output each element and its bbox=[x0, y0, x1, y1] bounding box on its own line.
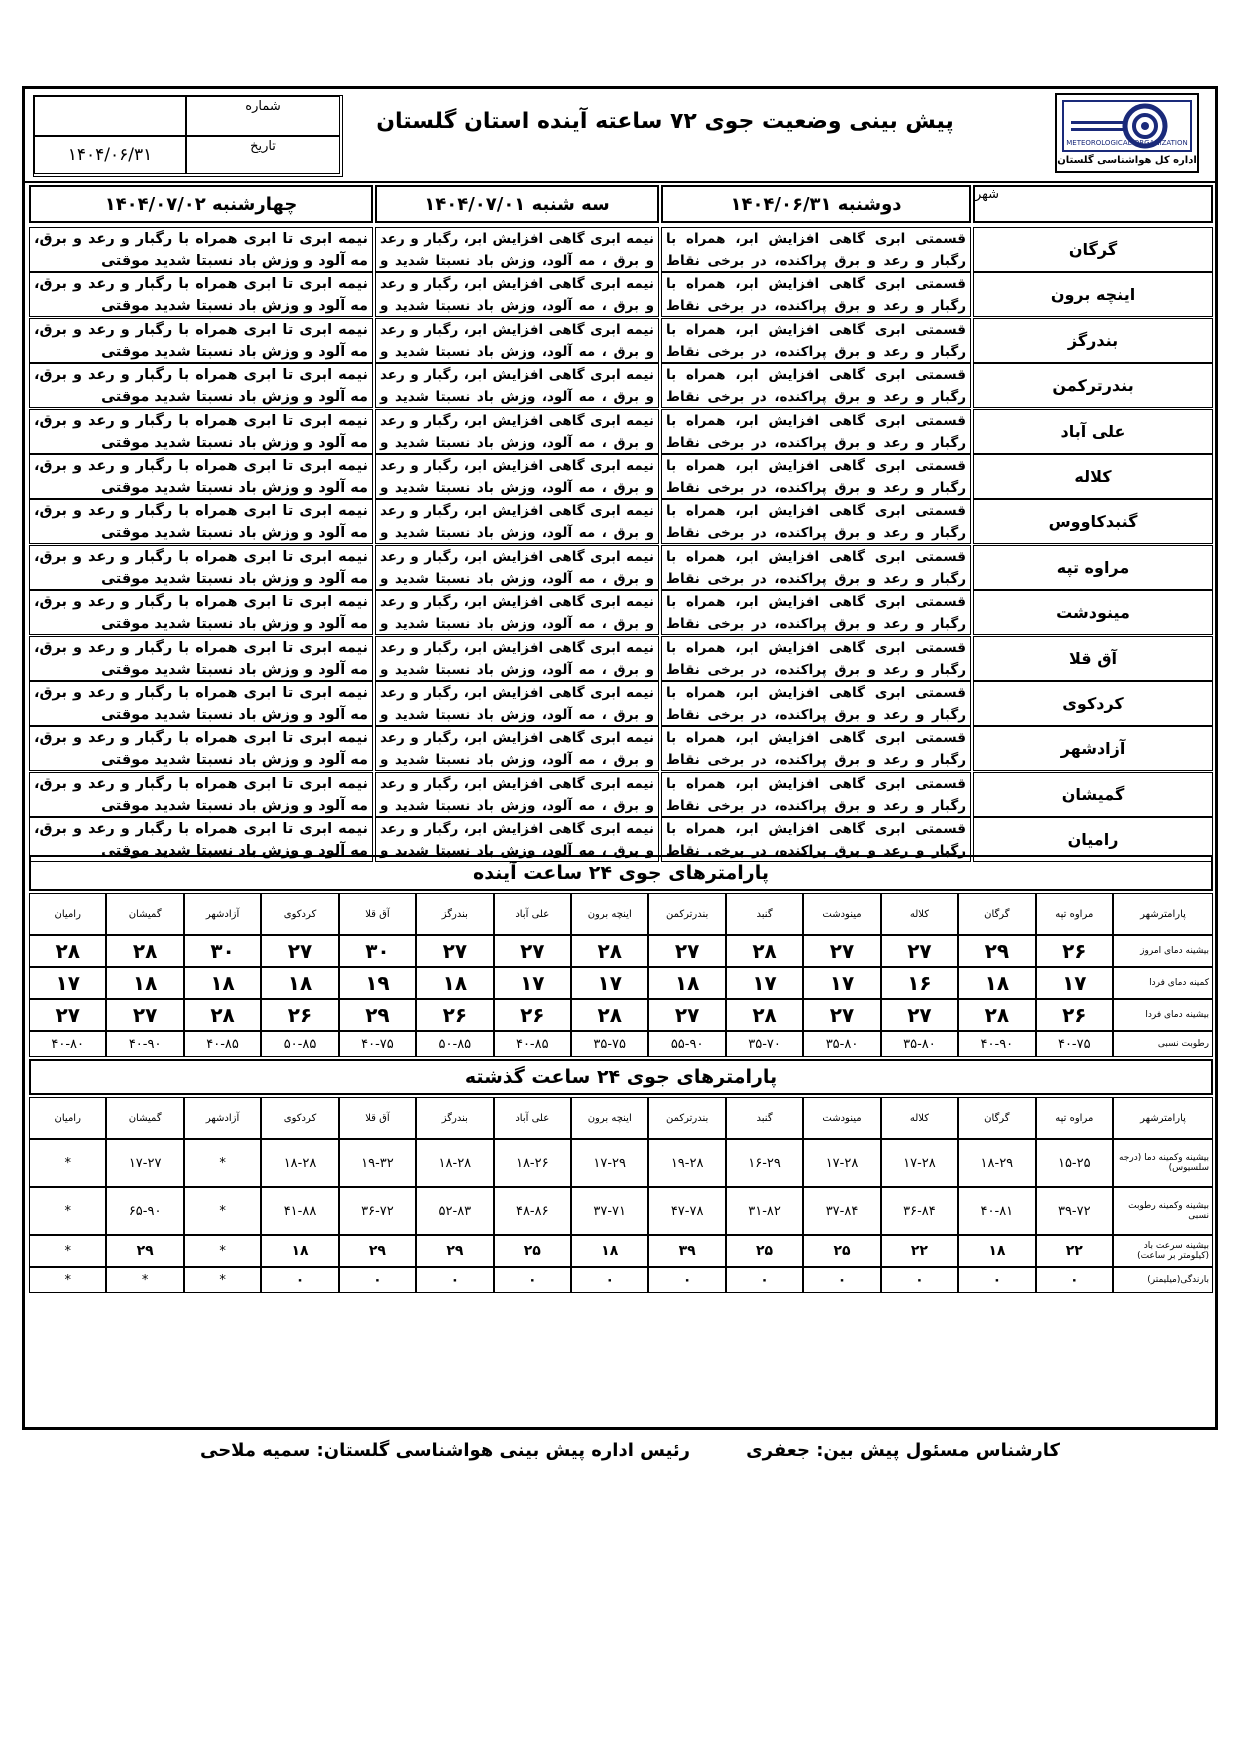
params-value: ۱۷-۲۷ bbox=[106, 1139, 183, 1187]
forecast-text: نیمه ابری گاهی افزایش ابر، رگبار و رعد و برق ، مه آلود، وزش باد نسبتا شدید و bbox=[375, 772, 659, 817]
params-value: * bbox=[184, 1139, 261, 1187]
params-city-header: علی آباد bbox=[494, 893, 571, 935]
params-value: ۱۷ bbox=[1036, 967, 1113, 999]
params-city-header: آق قلا bbox=[339, 1097, 416, 1139]
forecaster-signature: کارشناس مسئول پیش بین: جعفری bbox=[746, 1440, 1060, 1461]
params-value: ۱۸ bbox=[958, 1235, 1035, 1267]
params-city-header: آق قلا bbox=[339, 893, 416, 935]
params-title: پارامترهای جوی ۲۴ ساعت آینده bbox=[29, 855, 1213, 891]
params-value: ۱۶-۲۹ bbox=[726, 1139, 803, 1187]
params-value: ۲۶ bbox=[1036, 935, 1113, 967]
forecast-row bbox=[29, 545, 1213, 590]
params-value: ۰ bbox=[881, 1267, 958, 1293]
date-label: تاریخ bbox=[186, 136, 340, 174]
forecast-text: قسمتی ابری گاهی افزایش ابر، همراه با رگبار و رعد و برق پراکنده، در برخی نقاط bbox=[661, 363, 971, 408]
params-value: ۲۷ bbox=[648, 999, 725, 1031]
organization-logo bbox=[1055, 93, 1199, 173]
forecast-text: قسمتی ابری گاهی افزایش ابر، همراه با رگبار و رعد و برق پراکنده، در برخی نقاط bbox=[661, 227, 971, 272]
params-value: ۳۰ bbox=[339, 935, 416, 967]
city-name: گمیشان bbox=[973, 772, 1213, 817]
params-value: ۱۸-۲۸ bbox=[261, 1139, 338, 1187]
city-name: گنبدکاووس bbox=[973, 499, 1213, 544]
params-value: ۲۵ bbox=[726, 1235, 803, 1267]
params-value: ۴۰-۸۰ bbox=[29, 1031, 106, 1057]
city-name: مراوه تپه bbox=[973, 545, 1213, 590]
city-name: کلاله bbox=[973, 454, 1213, 499]
forecast-text: قسمتی ابری گاهی افزایش ابر، همراه با رگبار و رعد و برق پراکنده، در برخی نقاط bbox=[661, 272, 971, 317]
params-corner: پارامترشهر bbox=[1113, 893, 1213, 935]
number-value-cell bbox=[34, 96, 186, 136]
logo-caption-fa: اداره کل هواشناسی گلستان bbox=[1057, 155, 1197, 166]
params-value: ۰ bbox=[726, 1267, 803, 1293]
params-city-header: رامیان bbox=[29, 1097, 106, 1139]
params-value: ۲۷ bbox=[29, 999, 106, 1031]
forecast-text: قسمتی ابری گاهی افزایش ابر، همراه با رگبار و رعد و برق پراکنده، در برخی نقاط bbox=[661, 409, 971, 454]
params-value: ۱۷ bbox=[571, 967, 648, 999]
params-city-header: اینچه برون bbox=[571, 1097, 648, 1139]
params-value: ۲۲ bbox=[881, 1235, 958, 1267]
params-value: * bbox=[184, 1235, 261, 1267]
forecast-row bbox=[29, 726, 1213, 771]
params-value: ۴۰-۸۱ bbox=[958, 1187, 1035, 1235]
params-value: ۱۸ bbox=[106, 967, 183, 999]
forecast-text: نیمه ابری گاهی افزایش ابر، رگبار و رعد و برق ، مه آلود، وزش باد نسبتا شدید و bbox=[375, 545, 659, 590]
forecast-row bbox=[29, 318, 1213, 363]
forecast-text: نیمه ابری گاهی افزایش ابر، رگبار و رعد و برق ، مه آلود، وزش باد نسبتا شدید و bbox=[375, 636, 659, 681]
params-value: ۲۸ bbox=[571, 999, 648, 1031]
params-value: ۱۸ bbox=[261, 1235, 338, 1267]
forecast-text: نیمه ابری تا ابری همراه با رگبار و رعد و برق، مه آلود و وزش باد نسبتا شدید موقتی bbox=[29, 409, 373, 454]
params-city-header: کردکوی bbox=[261, 893, 338, 935]
forecast-text: نیمه ابری تا ابری همراه با رگبار و رعد و برق، مه آلود و وزش باد نسبتا شدید موقتی bbox=[29, 726, 373, 771]
forecast-text: قسمتی ابری گاهی افزایش ابر، همراه با رگبار و رعد و برق پراکنده، در برخی نقاط bbox=[661, 454, 971, 499]
params-value: ۵۰-۸۵ bbox=[261, 1031, 338, 1057]
params-value: ۱۸-۲۶ bbox=[494, 1139, 571, 1187]
date-value: ۱۴۰۴/۰۶/۳۱ bbox=[34, 136, 186, 174]
forecast-text: نیمه ابری گاهی افزایش ابر، رگبار و رعد و برق ، مه آلود، وزش باد نسبتا شدید و bbox=[375, 272, 659, 317]
params-value: ۲۷ bbox=[494, 935, 571, 967]
forecast-text: قسمتی ابری گاهی افزایش ابر، همراه با رگبار و رعد و برق پراکنده، در برخی نقاط bbox=[661, 817, 971, 862]
params-value: * bbox=[29, 1235, 106, 1267]
params-city-header: بندرترکمن bbox=[648, 893, 725, 935]
params-value: ۳۰ bbox=[184, 935, 261, 967]
params-value: ۲۸ bbox=[726, 935, 803, 967]
params-value: ۴۰-۸۵ bbox=[184, 1031, 261, 1057]
params-value: ۱۸ bbox=[416, 967, 493, 999]
params-value: * bbox=[106, 1267, 183, 1293]
params-value: ۲۸ bbox=[106, 935, 183, 967]
params-value: ۱۸ bbox=[648, 967, 725, 999]
forecast-row bbox=[29, 681, 1213, 726]
params-value: ۲۷ bbox=[803, 935, 880, 967]
params-value: ۲۹ bbox=[339, 1235, 416, 1267]
forecast-text: نیمه ابری گاهی افزایش ابر، رگبار و رعد و برق ، مه آلود، وزش باد نسبتا شدید و bbox=[375, 499, 659, 544]
params-value: ۱۷-۲۸ bbox=[803, 1139, 880, 1187]
params-value: ۱۷-۲۹ bbox=[571, 1139, 648, 1187]
params-value: ۲۷ bbox=[648, 935, 725, 967]
forecast-text: نیمه ابری تا ابری همراه با رگبار و رعد و برق، مه آلود و وزش باد نسبتا شدید موقتی bbox=[29, 499, 373, 544]
params-value: ۲۷ bbox=[881, 999, 958, 1031]
forecast-text: قسمتی ابری گاهی افزایش ابر، همراه با رگبار و رعد و برق پراکنده، در برخی نقاط bbox=[661, 772, 971, 817]
params-city-header: گرگان bbox=[958, 1097, 1035, 1139]
params-value: ۳۵-۸۰ bbox=[803, 1031, 880, 1057]
params-value: ۲۷ bbox=[803, 999, 880, 1031]
forecast-text: قسمتی ابری گاهی افزایش ابر، همراه با رگبار و رعد و برق پراکنده، در برخی نقاط bbox=[661, 590, 971, 635]
forecast-text: نیمه ابری تا ابری همراه با رگبار و رعد و برق، مه آلود و وزش باد نسبتا شدید موقتی bbox=[29, 227, 373, 272]
forecast-text: نیمه ابری تا ابری همراه با رگبار و رعد و برق، مه آلود و وزش باد نسبتا شدید موقتی bbox=[29, 817, 373, 862]
params-value: ۰ bbox=[648, 1267, 725, 1293]
params-row-label: کمینه دمای فردا bbox=[1113, 967, 1213, 999]
params-value: ۱۸ bbox=[184, 967, 261, 999]
params-value: ۱۸-۲۸ bbox=[416, 1139, 493, 1187]
params-value: ۲۵ bbox=[494, 1235, 571, 1267]
forecast-text: نیمه ابری گاهی افزایش ابر، رگبار و رعد و برق ، مه آلود، وزش باد نسبتا شدید و bbox=[375, 454, 659, 499]
params-value: ۴۰-۹۰ bbox=[106, 1031, 183, 1057]
forecast-text: نیمه ابری تا ابری همراه با رگبار و رعد و برق، مه آلود و وزش باد نسبتا شدید موقتی bbox=[29, 636, 373, 681]
forecast-text: قسمتی ابری گاهی افزایش ابر، همراه با رگبار و رعد و برق پراکنده، در برخی نقاط bbox=[661, 636, 971, 681]
day-header: دوشنبه ۱۴۰۴/۰۶/۳۱ bbox=[661, 185, 971, 223]
params-value: ۲۵ bbox=[803, 1235, 880, 1267]
params-value: ۱۸ bbox=[571, 1235, 648, 1267]
past24-params-table bbox=[29, 1059, 1213, 1288]
params-value: ۳۷-۷۱ bbox=[571, 1187, 648, 1235]
sheet-header bbox=[25, 89, 1215, 183]
params-value: ۲۹ bbox=[958, 935, 1035, 967]
forecast-text: نیمه ابری تا ابری همراه با رگبار و رعد و برق، مه آلود و وزش باد نسبتا شدید موقتی bbox=[29, 318, 373, 363]
params-value: ۲۹ bbox=[416, 1235, 493, 1267]
city-name: آق قلا bbox=[973, 636, 1213, 681]
forecast-text: نیمه ابری تا ابری همراه با رگبار و رعد و برق، مه آلود و وزش باد نسبتا شدید موقتی bbox=[29, 681, 373, 726]
params-value: ۳۱-۸۲ bbox=[726, 1187, 803, 1235]
forecast-text: نیمه ابری گاهی افزایش ابر، رگبار و رعد و برق ، مه آلود، وزش باد نسبتا شدید و bbox=[375, 318, 659, 363]
day-header: سه شنبه ۱۴۰۴/۰۷/۰۱ bbox=[375, 185, 659, 223]
forecast-text: قسمتی ابری گاهی افزایش ابر، همراه با رگبار و رعد و برق پراکنده، در برخی نقاط bbox=[661, 545, 971, 590]
forecast-text: قسمتی ابری گاهی افزایش ابر، همراه با رگبار و رعد و برق پراکنده، در برخی نقاط bbox=[661, 499, 971, 544]
forecast-text: نیمه ابری تا ابری همراه با رگبار و رعد و برق، مه آلود و وزش باد نسبتا شدید موقتی bbox=[29, 772, 373, 817]
forecast-text: نیمه ابری گاهی افزایش ابر، رگبار و رعد و برق ، مه آلود، وزش باد نسبتا شدید و bbox=[375, 363, 659, 408]
params-value: ۳۵-۷۰ bbox=[726, 1031, 803, 1057]
forecast-row bbox=[29, 590, 1213, 635]
forecast-text: نیمه ابری تا ابری همراه با رگبار و رعد و برق، مه آلود و وزش باد نسبتا شدید موقتی bbox=[29, 272, 373, 317]
number-label: شماره bbox=[186, 96, 340, 136]
params-city-header: علی آباد bbox=[494, 1097, 571, 1139]
meta-box bbox=[33, 95, 343, 177]
params-row-label: بارندگی(میلیمتر) bbox=[1113, 1267, 1213, 1293]
params-value: ۴۱-۸۸ bbox=[261, 1187, 338, 1235]
params-city-header: مراوه تپه bbox=[1036, 893, 1113, 935]
params-city-header: گنبد bbox=[726, 1097, 803, 1139]
params-value: ۲۷ bbox=[416, 935, 493, 967]
city-name: علی آباد bbox=[973, 409, 1213, 454]
params-city-header: آزادشهر bbox=[184, 893, 261, 935]
params-city-header: بندرترکمن bbox=[648, 1097, 725, 1139]
params-value: ۳۵-۷۵ bbox=[571, 1031, 648, 1057]
params-value: ۲۷ bbox=[106, 999, 183, 1031]
params-value: ۲۶ bbox=[416, 999, 493, 1031]
params-value: * bbox=[29, 1139, 106, 1187]
params-city-header: بندرگز bbox=[416, 1097, 493, 1139]
params-value: ۱۹-۳۲ bbox=[339, 1139, 416, 1187]
params-corner: پارامترشهر bbox=[1113, 1097, 1213, 1139]
city-name: کردکوی bbox=[973, 681, 1213, 726]
params-city-header: رامیان bbox=[29, 893, 106, 935]
params-city-header: آزادشهر bbox=[184, 1097, 261, 1139]
forecast-text: نیمه ابری تا ابری همراه با رگبار و رعد و برق، مه آلود و وزش باد نسبتا شدید موقتی bbox=[29, 454, 373, 499]
params-city-header: گمیشان bbox=[106, 1097, 183, 1139]
params-value: ۱۵-۲۵ bbox=[1036, 1139, 1113, 1187]
params-value: ۰ bbox=[803, 1267, 880, 1293]
forecast-text: قسمتی ابری گاهی افزایش ابر، همراه با رگبار و رعد و برق پراکنده، در برخی نقاط bbox=[661, 726, 971, 771]
next24-params-table bbox=[29, 855, 1213, 1055]
params-city-header: مینودشت bbox=[803, 893, 880, 935]
params-value: ۴۸-۸۶ bbox=[494, 1187, 571, 1235]
city-header: شهر bbox=[973, 185, 1213, 223]
params-value: ۱۹ bbox=[339, 967, 416, 999]
params-value: * bbox=[29, 1267, 106, 1293]
params-value: ۳۶-۷۲ bbox=[339, 1187, 416, 1235]
params-city-header: کلاله bbox=[881, 893, 958, 935]
params-value: ۱۷ bbox=[494, 967, 571, 999]
forecast-row bbox=[29, 454, 1213, 499]
params-city-header: گرگان bbox=[958, 893, 1035, 935]
page-title: پیش بینی وضعیت جوی ۷۲ ساعته آینده استان گلستان bbox=[376, 109, 954, 134]
forecast-text: نیمه ابری تا ابری همراه با رگبار و رعد و برق، مه آلود و وزش باد نسبتا شدید موقتی bbox=[29, 545, 373, 590]
params-city-header: مینودشت bbox=[803, 1097, 880, 1139]
params-city-header: گمیشان bbox=[106, 893, 183, 935]
forecast-text: نیمه ابری تا ابری همراه با رگبار و رعد و برق، مه آلود و وزش باد نسبتا شدید موقتی bbox=[29, 363, 373, 408]
params-value: ۴۰-۸۵ bbox=[494, 1031, 571, 1057]
day-header: چهارشنبه ۱۴۰۴/۰۷/۰۲ bbox=[29, 185, 373, 223]
params-row-label: بیشینه وکمینه رطوبت نسبی bbox=[1113, 1187, 1213, 1235]
params-value: ۳۹ bbox=[648, 1235, 725, 1267]
params-value: ۳۵-۸۰ bbox=[881, 1031, 958, 1057]
params-value: ۳۷-۸۴ bbox=[803, 1187, 880, 1235]
params-value: ۰ bbox=[571, 1267, 648, 1293]
params-value: ۱۷-۲۸ bbox=[881, 1139, 958, 1187]
params-row-label: بیشینه سرعت باد (کیلومتر بر ساعت) bbox=[1113, 1235, 1213, 1267]
forecast-text: نیمه ابری گاهی افزایش ابر، رگبار و رعد و برق ، مه آلود، وزش باد نسبتا شدید و bbox=[375, 409, 659, 454]
params-value: ۳۶-۸۴ bbox=[881, 1187, 958, 1235]
params-city-header: اینچه برون bbox=[571, 893, 648, 935]
params-value: ۲۲ bbox=[1036, 1235, 1113, 1267]
forecast-text: نیمه ابری تا ابری همراه با رگبار و رعد و برق، مه آلود و وزش باد نسبتا شدید موقتی bbox=[29, 590, 373, 635]
params-value: ۱۷ bbox=[803, 967, 880, 999]
forecast-text: نیمه ابری گاهی افزایش ابر، رگبار و رعد و برق ، مه آلود، وزش باد نسبتا شدید و bbox=[375, 227, 659, 272]
params-value: ۲۸ bbox=[571, 935, 648, 967]
params-value: ۲۸ bbox=[726, 999, 803, 1031]
forecast-text: نیمه ابری گاهی افزایش ابر، رگبار و رعد و برق ، مه آلود، وزش باد نسبتا شدید و bbox=[375, 590, 659, 635]
params-value: ۵۰-۸۵ bbox=[416, 1031, 493, 1057]
params-value: ۴۷-۷۸ bbox=[648, 1187, 725, 1235]
params-value: ۱۶ bbox=[881, 967, 958, 999]
params-city-header: کردکوی bbox=[261, 1097, 338, 1139]
params-value: ۱۷ bbox=[29, 967, 106, 999]
params-value: ۳۹-۷۲ bbox=[1036, 1187, 1113, 1235]
params-city-header: مراوه تپه bbox=[1036, 1097, 1113, 1139]
city-name: بندرترکمن bbox=[973, 363, 1213, 408]
params-value: ۱۷ bbox=[726, 967, 803, 999]
params-value: ۲۸ bbox=[958, 999, 1035, 1031]
params-value: ۱۸-۲۹ bbox=[958, 1139, 1035, 1187]
city-name: رامیان bbox=[973, 817, 1213, 862]
params-value: ۵۵-۹۰ bbox=[648, 1031, 725, 1057]
forecast-row bbox=[29, 772, 1213, 817]
city-name: اینچه برون bbox=[973, 272, 1213, 317]
params-value: ۴۰-۹۰ bbox=[958, 1031, 1035, 1057]
city-name: بندرگز bbox=[973, 318, 1213, 363]
params-value: ۰ bbox=[416, 1267, 493, 1293]
params-value: ۴۰-۷۵ bbox=[1036, 1031, 1113, 1057]
head-signature: رئیس اداره پیش بینی هواشناسی گلستان: سمیه ملاحی bbox=[200, 1440, 691, 1461]
params-city-header: بندرگز bbox=[416, 893, 493, 935]
forecast-text: نیمه ابری گاهی افزایش ابر، رگبار و رعد و برق ، مه آلود، وزش باد نسبتا شدید و bbox=[375, 726, 659, 771]
forecast-row bbox=[29, 636, 1213, 681]
params-row-label: بیشینه دمای فردا bbox=[1113, 999, 1213, 1031]
logo-caption-en: METEOROLOGICAL ORGANIZATION bbox=[1066, 139, 1188, 147]
params-value: ۰ bbox=[261, 1267, 338, 1293]
params-value: ۱۸ bbox=[958, 967, 1035, 999]
params-row-label: بیشینه دمای امروز bbox=[1113, 935, 1213, 967]
params-value: ۲۸ bbox=[29, 935, 106, 967]
params-row-label: رطوبت نسبی bbox=[1113, 1031, 1213, 1057]
params-value: * bbox=[184, 1187, 261, 1235]
params-value: ۰ bbox=[494, 1267, 571, 1293]
params-value: ۰ bbox=[1036, 1267, 1113, 1293]
params-value: * bbox=[184, 1267, 261, 1293]
params-value: ۱۸ bbox=[261, 967, 338, 999]
params-city-header: کلاله bbox=[881, 1097, 958, 1139]
city-name: مینودشت bbox=[973, 590, 1213, 635]
params-value: ۲۷ bbox=[261, 935, 338, 967]
params-value: ۰ bbox=[339, 1267, 416, 1293]
params-value: ۴۰-۷۵ bbox=[339, 1031, 416, 1057]
forecast-sheet bbox=[22, 86, 1218, 1430]
params-row-label: بیشینه وکمینه دما (درجه سلسیوس) bbox=[1113, 1139, 1213, 1187]
params-city-header: گنبد bbox=[726, 893, 803, 935]
params-value: ۲۹ bbox=[339, 999, 416, 1031]
params-value: ۲۶ bbox=[494, 999, 571, 1031]
params-value: ۱۹-۲۸ bbox=[648, 1139, 725, 1187]
params-value: ۲۶ bbox=[1036, 999, 1113, 1031]
params-value: ۲۷ bbox=[881, 935, 958, 967]
city-name: گرگان bbox=[973, 227, 1213, 272]
params-value: ۰ bbox=[958, 1267, 1035, 1293]
forecast-text: قسمتی ابری گاهی افزایش ابر، همراه با رگبار و رعد و برق پراکنده، در برخی نقاط bbox=[661, 681, 971, 726]
params-title: پارامترهای جوی ۲۴ ساعت گذشته bbox=[29, 1059, 1213, 1095]
forecast-row bbox=[29, 409, 1213, 454]
params-value: * bbox=[29, 1187, 106, 1235]
params-value: ۲۹ bbox=[106, 1235, 183, 1267]
forecast-row bbox=[29, 363, 1213, 408]
forecast-row bbox=[29, 499, 1213, 544]
params-value: ۵۲-۸۳ bbox=[416, 1187, 493, 1235]
params-value: ۲۸ bbox=[184, 999, 261, 1031]
params-value: ۶۵-۹۰ bbox=[106, 1187, 183, 1235]
city-name: آزادشهر bbox=[973, 726, 1213, 771]
forecast-text: نیمه ابری گاهی افزایش ابر، رگبار و رعد و برق ، مه آلود، وزش باد نسبتا شدید و bbox=[375, 681, 659, 726]
forecast-row bbox=[29, 227, 1213, 272]
forecast-row bbox=[29, 272, 1213, 317]
params-value: ۲۶ bbox=[261, 999, 338, 1031]
forecast-text: نیمه ابری گاهی افزایش ابر، رگبار و رعد و برق ، مه آلود، وزش باد نسبتا شدید و bbox=[375, 817, 659, 862]
forecast-text: قسمتی ابری گاهی افزایش ابر، همراه با رگبار و رعد و برق پراکنده، در برخی نقاط bbox=[661, 318, 971, 363]
